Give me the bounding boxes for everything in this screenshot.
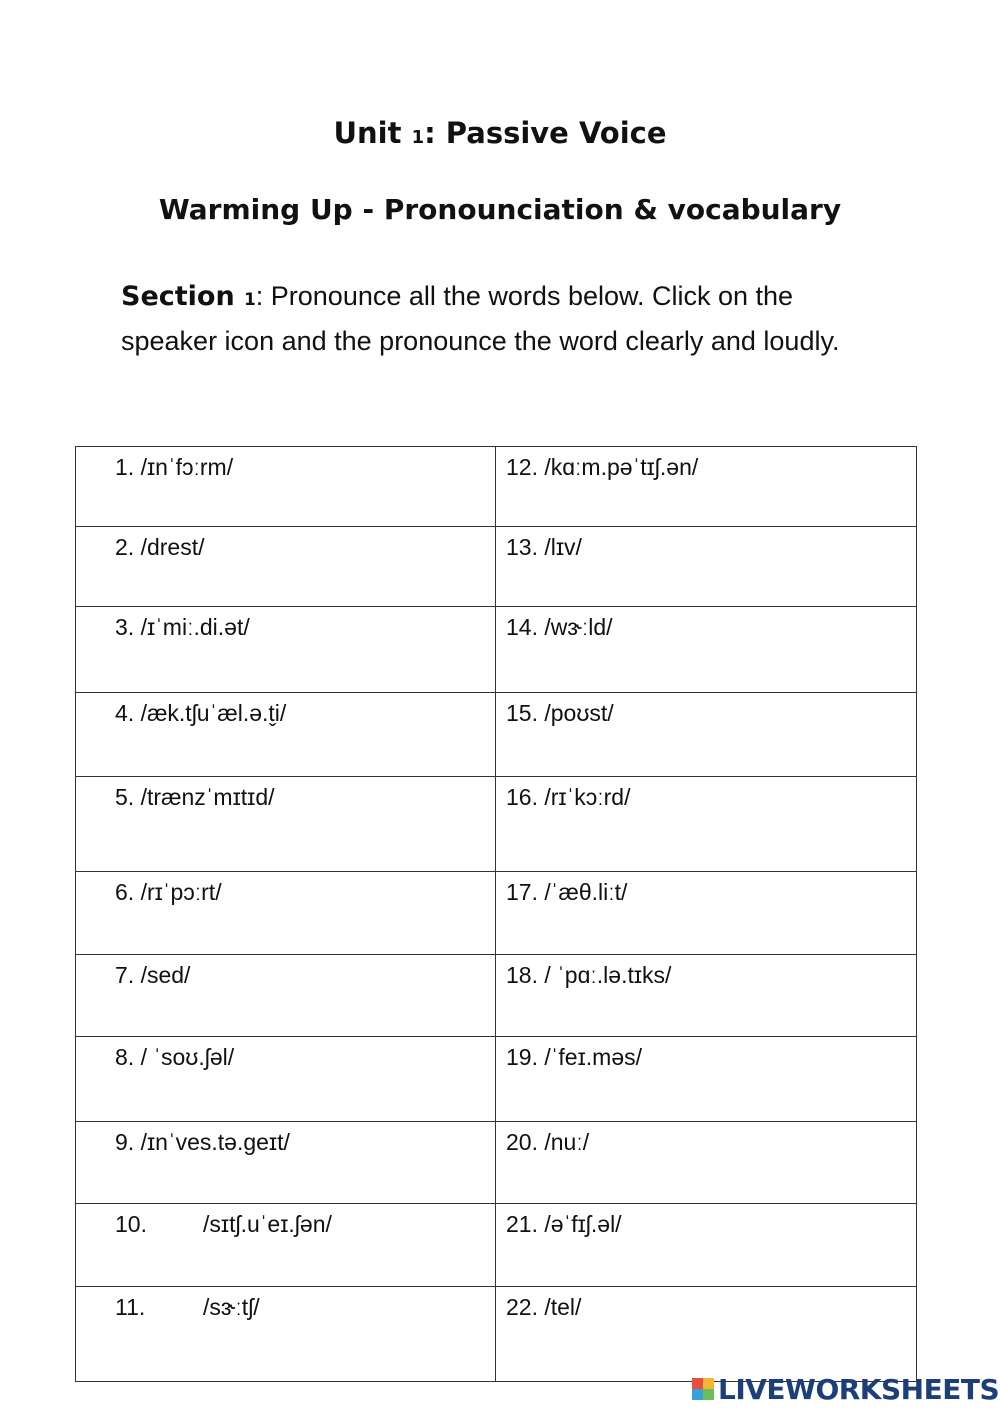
- table-row: [76, 693, 917, 777]
- table-row: [76, 955, 917, 1037]
- table-row: [76, 607, 917, 693]
- word-cell: 15. /poʊst/: [496, 693, 917, 777]
- table-row: [76, 447, 917, 527]
- word-cell: 1. /ɪnˈfɔːrm/: [76, 447, 496, 527]
- word-cell: 17. /ˈæθ.liːt/: [496, 872, 917, 955]
- table-row: [76, 527, 917, 607]
- word-number: 11.: [115, 1294, 146, 1320]
- table-row: [76, 1122, 917, 1204]
- word-cell: 16. /rɪˈkɔːrd/: [496, 777, 917, 872]
- table-row: [76, 1287, 917, 1382]
- pronunciation-table: [75, 446, 917, 1382]
- word-cell: 22. /tel/: [496, 1287, 917, 1382]
- instruction-text: : Pronounce all the words below. Click on the speaker icon and the pronounce the word clearly and loudly.: [121, 281, 840, 356]
- word-cell: 12. /kɑːm.pəˈtɪʃ.ən/: [496, 447, 917, 527]
- liveworksheets-logo: [692, 1374, 999, 1404]
- section-label: Section 1: [121, 281, 256, 312]
- word-cell: 20. /nuː/: [496, 1122, 917, 1204]
- word-cell: 9. /ɪnˈves.tə.geɪt/: [76, 1122, 496, 1204]
- word-cell: 14. /wɝːld/: [496, 607, 917, 693]
- liveworksheets-logo-icon: [692, 1378, 714, 1400]
- table-row: [76, 1037, 917, 1122]
- word-cell: 3. /ɪˈmiː.di.ət/: [76, 607, 496, 693]
- word-cell: [76, 1287, 496, 1382]
- table-row: [76, 1204, 917, 1287]
- page-subtitle: Warming Up - Pronounciation & vocabulary: [158, 193, 842, 226]
- word-cell: 21. /əˈfɪʃ.əl/: [496, 1204, 917, 1287]
- word-cell: 5. /trænzˈmɪtɪd/: [76, 777, 496, 872]
- word-cell: [76, 1204, 496, 1287]
- table-row: [76, 872, 917, 955]
- word-cell: 18. / ˈpɑː.lə.tɪks/: [496, 955, 917, 1037]
- word-ipa: /sɪtʃ.uˈeɪ.ʃən/: [203, 1211, 332, 1237]
- word-number: 10.: [115, 1211, 147, 1237]
- word-cell: 2. /drest/: [76, 527, 496, 607]
- word-cell: 7. /sed/: [76, 955, 496, 1037]
- word-cell: 8. / ˈsoʊ.ʃəl/: [76, 1037, 496, 1122]
- page-title: Unit 1: Passive Voice: [333, 116, 667, 150]
- word-ipa: /sɝːtʃ/: [203, 1294, 260, 1320]
- word-cell: 6. /rɪˈpɔːrt/: [76, 872, 496, 955]
- word-cell: 19. /ˈfeɪ.məs/: [496, 1037, 917, 1122]
- word-cell: 13. /lɪv/: [496, 527, 917, 607]
- logo-text: LIVEWORKSHEETS: [718, 1372, 1000, 1406]
- section-instruction: [121, 275, 881, 362]
- table-row: [76, 777, 917, 872]
- word-cell: 4. /æk.tʃuˈæl.ə.t̬i/: [76, 693, 496, 777]
